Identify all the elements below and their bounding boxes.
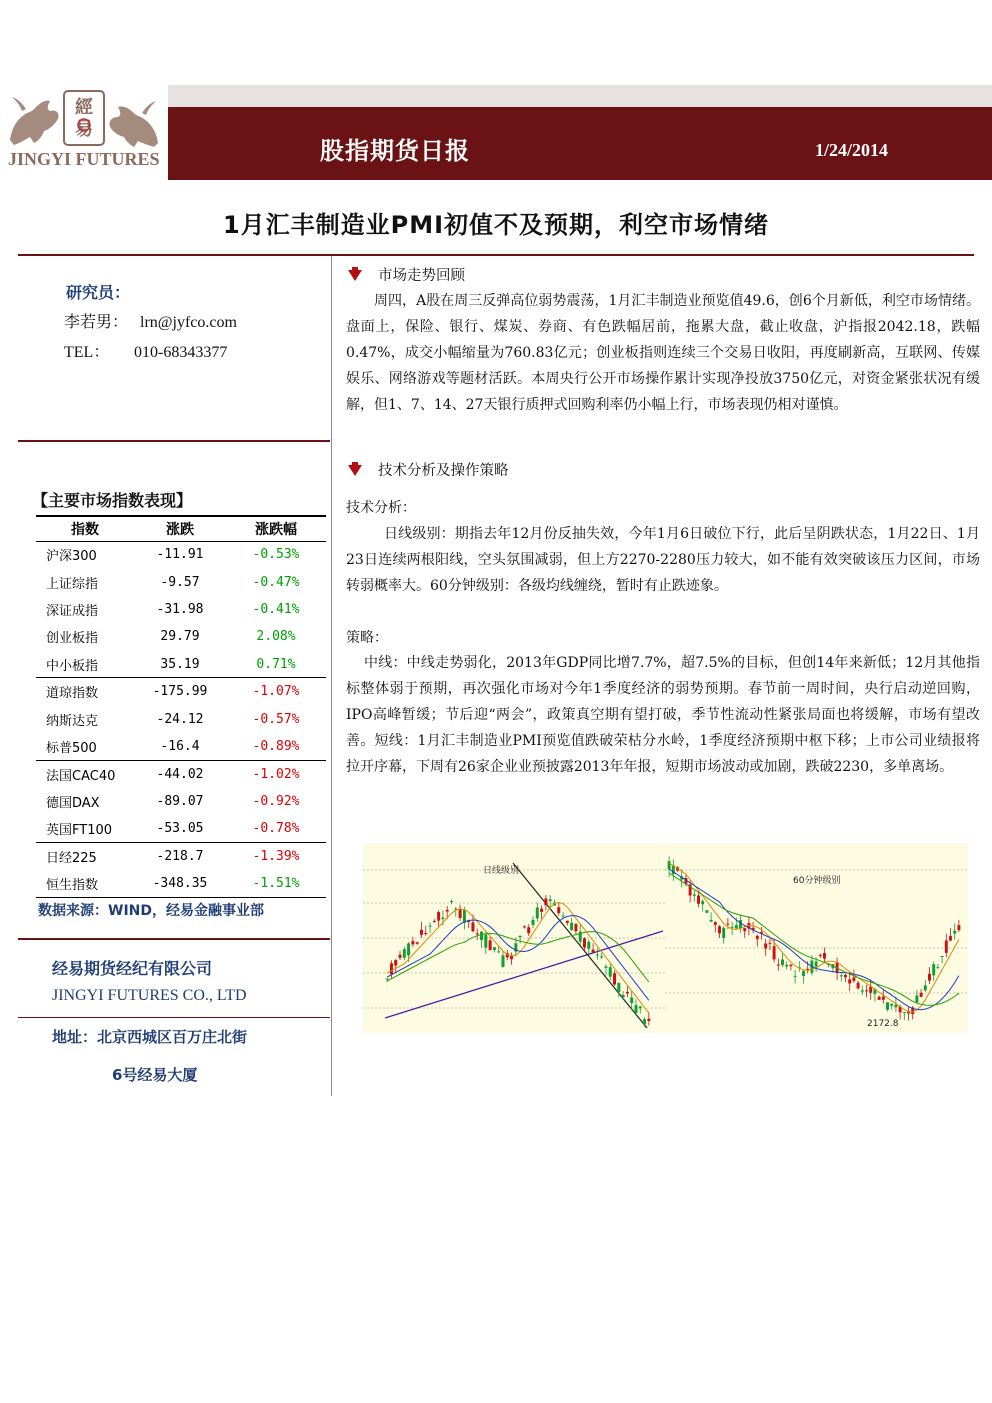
candle-body [390,963,393,974]
strategy-label: 策略： [346,630,388,646]
index-change-pct: -1.39% [226,842,326,869]
tech-analysis-body [346,521,980,599]
section-market-heading [348,264,465,285]
title-bar [168,107,992,180]
candle-body [735,925,738,928]
candle-body [705,910,708,913]
candle-body [857,983,860,989]
table-row [36,705,326,732]
candle-body [697,895,700,903]
candle-body [489,940,492,950]
candle-body [932,964,935,975]
index-name: 沪深300 [46,549,97,565]
index-table-title: 【主要市场指数表现】 [32,491,193,510]
candle-body [701,901,704,904]
table-row [36,733,326,760]
candle-body [557,907,560,913]
index-change: -16.4 [160,738,200,754]
index-name: 道琼指数 [36,678,134,705]
daily-candlestick-chart [363,843,665,1033]
support-trendline [385,931,663,1018]
index-name: 上证综指 [46,576,99,592]
candle-body [924,985,927,990]
moving-average-line [387,902,649,1013]
index-change-pct: 0.71% [256,656,296,672]
index-change-pct: -0.92% [252,793,300,809]
headline-rule [18,254,974,256]
candle-body [596,954,599,955]
researcher-tel-label: TEL： [64,344,110,361]
index-change: -89.07 [156,793,204,809]
section-market-title: 市场走势回顾 [378,268,465,284]
table-row [36,623,326,650]
candle-body [592,950,595,953]
candle-body [802,971,805,976]
candle-body [544,898,547,905]
chart-label: 60分钟级别 [793,876,841,886]
moving-average-line [669,869,959,1010]
section-market-text: 周四，A股在周三反弹高位弱势震荡，1月汇丰制造业预览值49.6，创6个月新低，利空市场情绪。盘面上，保险、银行、煤炭、券商、有色跌幅居前，拖累大盘，截止收盘，沪指报2042.18，跌幅0.47%，成交小幅缩量为760.83亿元；创业板指则连续三个交易日收阳，再度刷新高，互联网、传媒娱乐、网络游戏等题材活跃。本周央行公开市场操作累计实现净投放3750亿元，对资金紧张状况有缓解，但1、7、14、27天银行质押式回购利率仍小幅上行，市场表现仍相对谨慎。 [346,293,980,413]
index-change-pct: -1.51% [226,870,326,897]
strategy-text: 中线：中线走势弱化，2013年GDP同比增7.7%，超7.5%的目标，但创14年来新低；12月其他指标整体弱于预期，再次强化市场对今年1季度经济的弱势预期。春节前一周时间，央行启动逆回购，IPO高峰暂缓；节后迎“两会”，政策真空期有望打破，季节性流动性紧张局面也将缓解，市场有望改善。短线：1月汇丰制造业PMI预览值跌破荣枯分水岭，1季度经济预期中枢下移；上市公司业绩报将拉开序幕，下周有26家企业业预披露2013年年报，短期市场波动或加剧，跌破2230，多单离场。 [346,655,980,775]
candle-body [604,966,607,968]
candle-body [945,940,948,952]
candle-body [566,921,569,923]
candle-body [416,942,419,943]
candle-body [861,990,864,991]
candle-body [953,931,956,934]
candle-body [882,997,885,1000]
index-change: 35.19 [160,656,200,672]
index-change: -44.02 [134,760,226,787]
resistance-trendline [513,863,647,1028]
candle-body [403,949,406,958]
strategy-body [346,650,980,780]
candle-body [570,923,573,930]
candle-body [424,933,427,934]
candle-body [540,909,543,912]
table-row [36,678,326,705]
candle-body [768,943,771,944]
candle-body [781,960,784,965]
candle-body [777,965,780,966]
arrow-down-icon [348,270,362,281]
index-change: -53.05 [156,820,204,836]
index-change-pct: -0.89% [252,738,300,754]
index-change: -218.7 [134,842,226,869]
candle-body [647,1019,650,1021]
candle-body [587,942,590,949]
candle-body [668,861,671,869]
chart-low-label: 2172.8 [867,1019,899,1029]
candle-body [480,932,483,940]
candle-body [450,901,453,902]
candle-body [634,1005,637,1013]
index-change-pct: 2.08% [256,629,296,645]
candle-body [459,909,462,918]
section-tech-title: 技术分析及操作策略 [378,463,509,479]
index-change-pct: -0.57% [252,711,300,727]
candle-body [718,926,721,933]
index-change: -24.12 [156,711,204,727]
index-table-header [36,516,326,541]
candle-body [630,997,633,1003]
left-rule-1 [18,440,330,442]
index-change-pct: -0.41% [252,601,300,617]
candle-body [819,955,822,956]
candle-body [894,1005,897,1008]
index-change-pct: -0.78% [252,820,300,836]
candle-body [386,978,389,979]
candle-body [519,936,522,937]
moving-average-line [669,873,959,1005]
candle-body [920,993,923,997]
researcher-label: 研究员： [66,283,131,302]
candle-body [903,1012,906,1013]
candle-body [957,925,960,930]
index-change-pct: -1.02% [226,760,326,787]
candle-body [928,974,931,981]
researcher-name-label: 李若男： [64,314,129,331]
candle-body [639,1007,642,1009]
index-name: 深证成指 [46,603,99,619]
candle-body [476,933,479,934]
tech-analysis-label: 技术分析： [346,500,416,516]
candle-body [626,992,629,994]
moving-average-line [387,916,649,1001]
candle-body [437,912,440,921]
index-change: -175.99 [134,678,226,705]
company-name-en: JINGYI FUTURES CO., LTD [52,987,247,1004]
candle-body [773,946,776,959]
candle-body [815,961,818,966]
table-row [36,788,326,815]
svg-text:易: 易 [75,119,93,140]
candle-body [617,983,620,992]
column-divider [331,256,332,1096]
candle-body [936,967,939,968]
bull-bear-logo-icon [0,85,168,155]
candle-body [886,1002,889,1009]
index-name: 中小板指 [46,658,99,674]
candle-body [446,910,449,911]
index-name: 法国CAC40 [36,760,134,787]
company-address-2: 6号经易大厦 [112,1066,198,1084]
index-name: 创业板指 [46,631,99,647]
candle-body [890,1004,893,1006]
table-row [36,568,326,595]
index-name: 标普500 [46,740,97,756]
index-name: 德国DAX [46,795,100,811]
index-change: -348.35 [134,870,226,897]
chart-label: 日线级别 [483,866,520,876]
candle-body [643,1019,646,1024]
company-name-cn: 经易期货经纪有限公司 [52,959,213,978]
candle-body [764,943,767,948]
candle-body [532,920,535,925]
table-row [36,870,326,897]
candle-body [622,995,625,997]
candle-body [523,926,526,927]
candle-body [549,899,552,901]
candle-body [941,956,944,957]
table-row [36,815,326,842]
candle-body [848,979,851,983]
candle-body [527,927,530,933]
index-change: -31.98 [156,601,204,617]
company-address-1: 地址：北京西城区百万庄北街 [52,1028,248,1046]
section-tech-heading [348,459,509,480]
researcher-tel-line [64,339,227,362]
candle-body [865,990,868,991]
index-table [36,515,326,898]
svg-text:經: 經 [75,97,93,118]
table-row [36,541,326,568]
arrow-down-icon [348,465,362,476]
headline: 1月汇丰制造业PMI初值不及预期，利空市场情绪 [222,211,770,239]
candle-body [878,997,881,1000]
report-name: 股指期货日报 [320,137,470,165]
sixty-min-candlestick-chart [665,843,968,1033]
candle-body [844,975,847,977]
index-change: -11.91 [156,547,204,563]
report-date: 1/24/2014 [814,140,888,160]
sixty-min-chart-svg [665,843,968,1033]
candle-body [613,973,616,984]
candle-body [739,920,742,929]
candle-body [915,995,918,1002]
candle-body [600,956,603,957]
index-name: 恒生指数 [36,870,134,897]
index-name: 纳斯达克 [46,713,99,729]
researcher-tel: 010-68343377 [134,344,228,361]
header-index: 指数 [36,516,134,541]
candle-body [536,907,539,918]
candle-body [785,965,788,967]
index-change: 29.79 [160,629,200,645]
candle-body [794,976,797,977]
left-rule-2 [18,938,330,940]
researcher-name-line [64,309,237,332]
candle-body [501,955,504,967]
index-name: 日经225 [36,842,134,869]
data-source: 数据来源：WIND，经易金融事业部 [38,903,264,919]
candle-body [710,920,713,922]
candle-body [714,922,717,925]
index-change-pct: -0.47% [252,574,300,590]
table-row [36,596,326,623]
candle-body [823,953,826,959]
candle-body [411,941,414,944]
logo-wordmark: JINGYI FUTURES [8,149,160,169]
candle-body [609,967,612,977]
candle-body [743,928,746,931]
candle-body [789,965,792,966]
table-row [36,842,326,869]
index-change-pct: -0.53% [252,547,300,563]
candle-body [497,951,500,952]
left-rule-3 [18,1017,330,1018]
table-row [36,651,326,678]
candle-body [722,928,725,938]
index-name: 英国FT100 [46,822,113,838]
candle-body [399,955,402,958]
table-row [36,760,326,787]
header-change-pct: 涨跌幅 [226,516,326,541]
candle-body [756,936,759,939]
tech-analysis-text: 日线级别：期指去年12月份反抽失效，今年1月6日破位下行，此后呈阴跌状态，1月22日、1月23日连续两根阳线，空头氛围减弱，但上方2270-2280压力较大，如不能有效突破该压力区间，市场转弱概率大。60分钟级别：各级均线缠绕，暂时有止跌迹象。 [346,526,980,594]
researcher-email[interactable]: lrn@jyfco.com [140,314,237,331]
candle-body [562,916,565,917]
header-change: 涨跌 [134,516,226,541]
candle-body [726,923,729,924]
candle-body [574,924,577,931]
candle-body [471,922,474,931]
candle-body [407,943,410,955]
candle-body [484,935,487,948]
candle-body [731,927,734,928]
section-market-body [346,288,980,418]
candle-body [394,960,397,965]
candle-body [693,894,696,895]
candle-body [840,975,843,976]
candle-body [852,977,855,981]
company-logo [0,85,168,178]
candle-body [949,936,952,940]
candle-body [429,926,432,927]
candle-body [463,910,466,923]
candle-body [493,947,496,950]
candle-body [420,930,423,935]
candle-body [433,921,436,922]
index-change-pct: -1.07% [226,678,326,705]
index-change: -9.57 [160,574,200,590]
candle-body [583,938,586,947]
candle-body [869,987,872,993]
candle-body [441,918,444,920]
